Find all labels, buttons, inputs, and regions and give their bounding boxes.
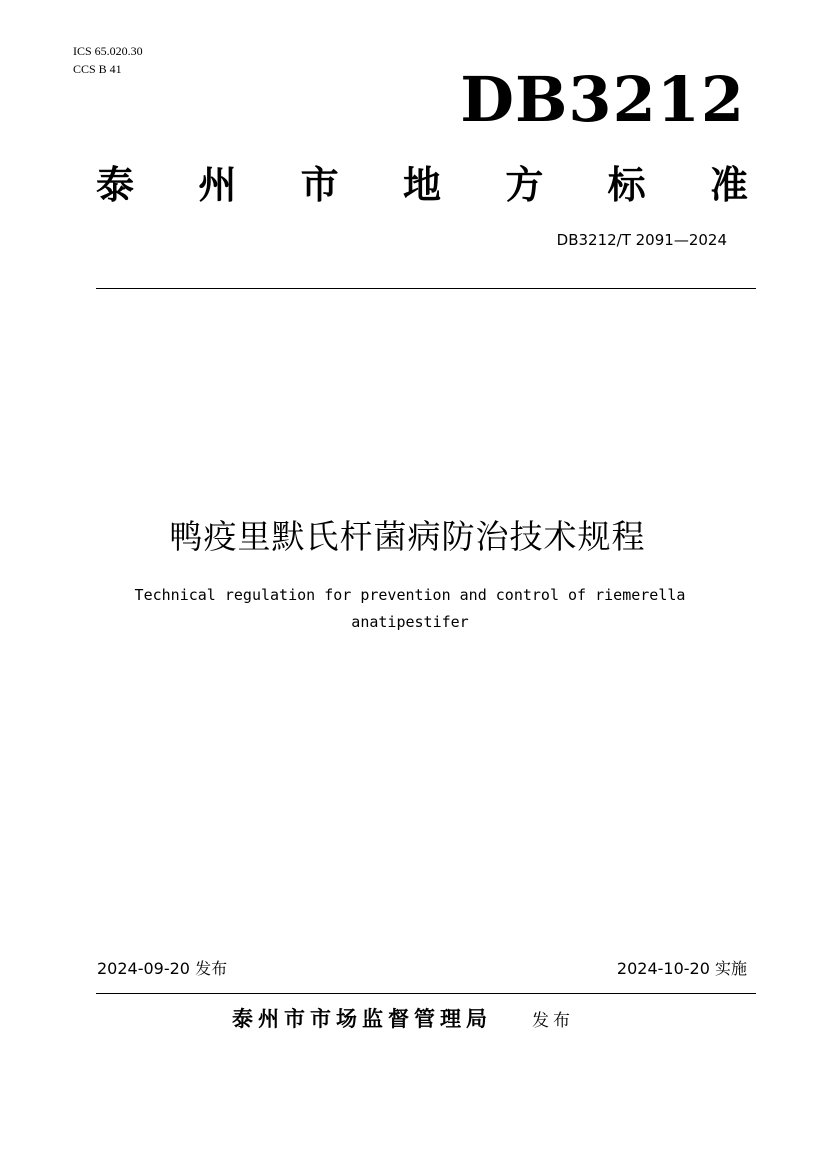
issue-label: 发布 [532,1011,574,1031]
standard-type-char: 州 [198,162,237,207]
standard-type-char: 地 [402,162,441,207]
standard-type-char: 准 [709,162,748,207]
standard-type-char: 市 [300,162,339,207]
issuer-block [232,1004,574,1036]
standard-type-char: 泰 [96,162,135,207]
document-title-english: Technical regulation for prevention and control of riemerella anatipestifer [134,586,686,631]
publish-date: 2024-09-20 发布 [97,959,228,978]
issuing-authority: 泰州市市场监督管理局 [232,1006,492,1031]
standard-type-heading [96,162,748,208]
document-title-chinese: 鸭疫里默氏杆菌病防治技术规程 [169,517,646,556]
standard-type-char: 标 [607,162,646,207]
standard-number: DB3212/T 2091—2024 [556,231,727,249]
bottom-divider [96,993,756,994]
standard-code-logo: DB3212 [460,63,745,136]
top-divider [96,288,756,289]
ics-code: ICS 65.020.30 [73,44,143,58]
standard-type-char: 方 [505,162,544,207]
ccs-code: CCS B 41 [73,62,122,76]
implement-date: 2024-10-20 实施 [616,959,747,978]
